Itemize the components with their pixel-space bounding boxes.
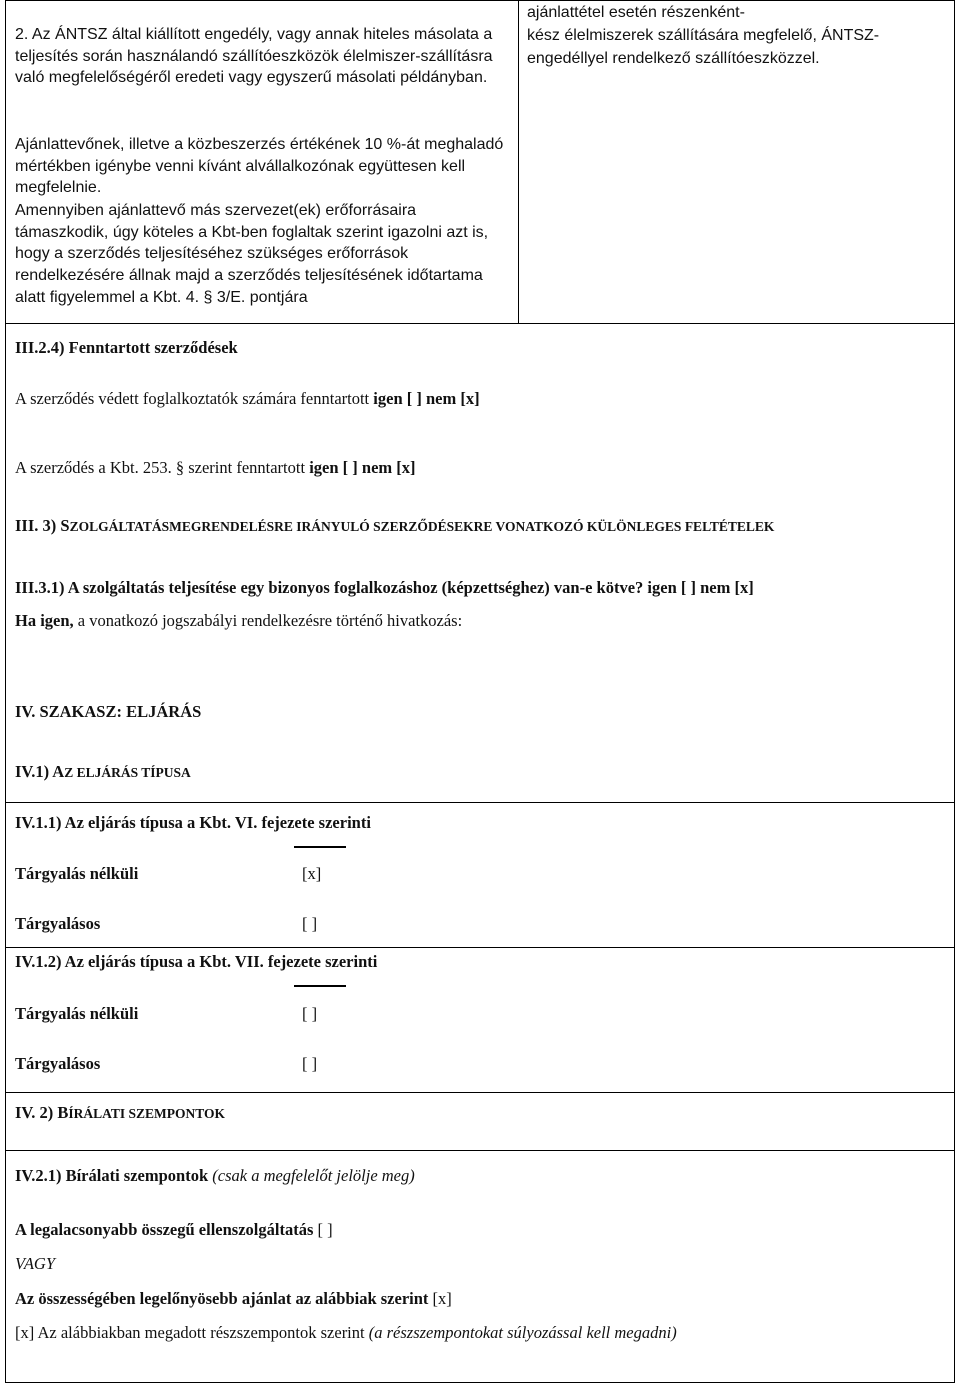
reserved-line-2-choice: igen [ ] nem [x] xyxy=(309,458,416,477)
criteria-subcriteria-mark: [x] xyxy=(15,1323,35,1342)
section-IV2-smallcaps: ÍRÁLATI SZEMPONTOK xyxy=(68,1106,225,1121)
section-III3-question xyxy=(15,577,754,599)
criteria-heading-italic: (csak a megfelelőt jelölje meg) xyxy=(212,1166,415,1185)
right-cell-line-1: ajánlattétel esetén részenként- xyxy=(527,4,745,21)
criteria-subcriteria-text: Az alábbiakban megadott részszempontok szerint xyxy=(37,1323,365,1342)
top-table-divider xyxy=(518,0,519,324)
section-IV-title: IV. SZAKASZ: ELJÁRÁS xyxy=(15,702,202,721)
reserved-heading: III.2.4) Fenntartott szerződések xyxy=(15,338,238,357)
procedure-ch6-row-1-mark: [x] xyxy=(302,864,322,883)
left-cell-item: 2. Az ÁNTSZ által kiállított engedély, vagy annak hiteles másolata a teljesítés során használandó szállítóeszközök élelmiszer-szállításra való megfelelőségéről eredeti vagy egyszerű másolati példányban. xyxy=(15,26,493,87)
criteria-subcriteria-italic: (a részszempontokat súlyozással kell megadni) xyxy=(368,1323,677,1342)
criteria-heading-bold: IV.2.1) Bírálati szempontok xyxy=(15,1166,209,1185)
criteria-best-value xyxy=(15,1288,452,1310)
criteria-or xyxy=(15,1253,55,1275)
reserved-line-2 xyxy=(15,457,416,479)
if-yes-rest: a vonatkozó jogszabályi rendelkezésre történő hivatkozás: xyxy=(77,611,463,630)
reserved-line-1-choice: igen [ ] nem [x] xyxy=(373,389,480,408)
right-cell-line-3: engedéllyel rendelkező szállítóeszközzel. xyxy=(527,50,820,67)
criteria-best-value-mark: [x] xyxy=(432,1289,452,1308)
section-III3-if-yes xyxy=(15,610,462,632)
procedure-ch7-row-1-label: Tárgyalás nélküli xyxy=(15,1004,139,1023)
reserved-line-1 xyxy=(15,388,480,410)
reserved-line-1-text: A szerződés védett foglalkoztatók számára fenntartott xyxy=(15,389,370,408)
procedure-ch6-heading: IV.1.1) Az eljárás típusa a Kbt. VI. fejezete szerinti xyxy=(15,813,371,832)
section-III3-heading xyxy=(15,515,774,538)
criteria-lowest-price xyxy=(15,1219,333,1241)
procedure-ch7-heading: IV.1.2) Az eljárás típusa a Kbt. VII. fejezete szerinti xyxy=(15,952,378,971)
left-cell-paragraph-1: Ajánlattevőnek, illetve a közbeszerzés értékének 10 %-át meghaladó mértékben igénybe venni kívánt alvállalkozónak együttesen kell megfelelnie. xyxy=(15,136,504,197)
criteria-lowest-price-mark: [ ] xyxy=(317,1220,333,1239)
left-cell-paragraph-2: Amennyiben ajánlattevő más szervezet(ek) erőforrásaira támaszkodik, úgy köteles a Kbt-ben foglaltak szerint igazolni azt is, hogy a szerződés teljesítéséhez szükséges erőforrások rendelkezésére állnak majd a szerződés teljesítésének időtartama alatt figyelemmel a Kbt. 4. § 3/E. pontjára xyxy=(15,202,489,306)
section-III3-heading-smallcaps: ZOLGÁLTATÁSMEGRENDELÉSRE IRÁNYULÓ SZERZŐDÉSEKRE VONATKOZÓ KÜLÖNLEGES FELTÉTELEK xyxy=(69,519,775,534)
section-IV1-heading xyxy=(15,761,191,784)
section-IV2-prefix: IV. 2) B xyxy=(15,1103,69,1122)
section-IV1-smallcaps: Z ELJÁRÁS TÍPUSA xyxy=(64,765,191,780)
reserved-line-2-text-b: szerint fenntartott xyxy=(188,458,306,477)
procedure-ch6-row-2-mark: [ ] xyxy=(302,914,318,933)
procedure-ch6-row-2-label: Tárgyalásos xyxy=(15,914,101,933)
criteria-heading xyxy=(15,1165,415,1187)
criteria-lowest-price-label: A legalacsonyabb összegű ellenszolgáltatás xyxy=(15,1220,314,1239)
if-yes-bold: Ha igen, xyxy=(15,611,74,630)
procedure-ch6-rule xyxy=(294,846,346,848)
procedure-ch7-row-1-mark: [ ] xyxy=(302,1004,318,1023)
section-IV1-prefix: IV.1) A xyxy=(15,762,65,781)
section-III3-question-text: III.3.1) A szolgáltatás teljesítése egy bizonyos foglalkozáshoz (képzettséghez) van-e kötve? xyxy=(15,578,644,597)
section-III3-heading-prefix: III. 3) S xyxy=(15,516,70,535)
criteria-best-value-label: Az összességében legelőnyösebb ajánlat az alábbiak szerint xyxy=(15,1289,429,1308)
section-IV2-heading xyxy=(15,1102,225,1125)
procedure-ch7-rule xyxy=(294,985,346,987)
section-sign: § xyxy=(175,458,185,477)
procedure-ch6-row-1-label: Tárgyalás nélküli xyxy=(15,864,139,883)
section-III3-question-choice: igen [ ] nem [x] xyxy=(647,578,754,597)
procedure-ch7-row-2-label: Tárgyalásos xyxy=(15,1054,101,1073)
criteria-or-text: VAGY xyxy=(15,1254,56,1273)
reserved-line-2-text-a: A szerződés a Kbt. 253. xyxy=(15,458,172,477)
criteria-subcriteria xyxy=(15,1322,677,1344)
right-cell-line-2: kész élelmiszerek szállítására megfelelő, ÁNTSZ- xyxy=(527,27,880,44)
procedure-ch7-row-2-mark: [ ] xyxy=(302,1054,318,1073)
